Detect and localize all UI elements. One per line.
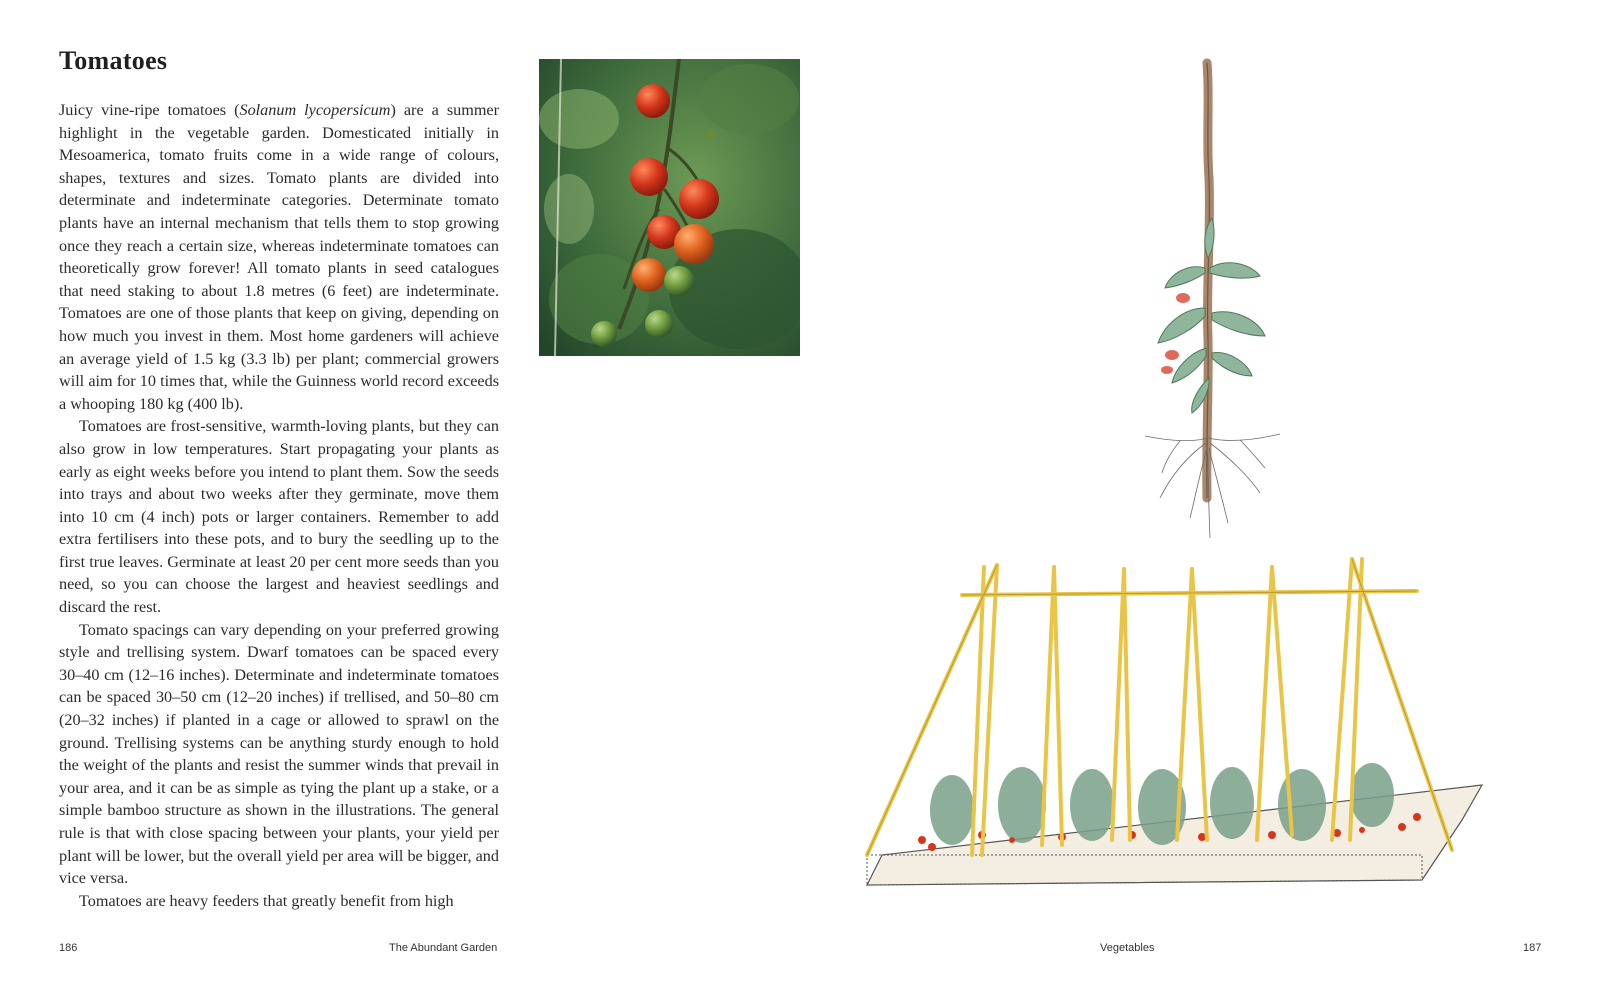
page-number-left: 186 bbox=[59, 942, 78, 954]
tomato-vine-photo bbox=[539, 59, 800, 356]
body-text bbox=[59, 99, 499, 912]
page-title: Tomatoes bbox=[59, 46, 168, 75]
scientific-name: Solanum lycopersicum bbox=[239, 101, 391, 119]
paragraph-1: Juicy vine-ripe tomatoes (Solanum lycopersicum) are a summer highlight in the vegetable garden. Domesticated initially in Mesoamerica, tomato fruits come in a wide range of colours, shapes, textures and sizes. Tomato plants are divided into determinate and indeterminate categories. Determinate tomato plants have an internal mechanism that tells them to stop growing once they reach a certain size, whereas indeterminate tomatoes can theoretically grow forever! All tomato plants in seed catalogues that need staking to about 1.8 metres (6 feet) are indeterminate. Tomatoes are one of those plants that keep on giving, depending on how much you invest in them. Most home gardeners will achieve an average yield of 1.5 kg (3.3 lb) per plant; commercial growers will aim for 10 times that, while the Guinness world record exceeds a whooping 180 kg (400 lb). bbox=[59, 101, 499, 413]
paragraph-2: Tomatoes are frost-sensitive, warmth-loving plants, but they can also grow in low temperatures. Start propagating your plants as early as eight weeks before you intend to plant them. Sow the seeds into trays and about two weeks after they germinate, move them into 10 cm (4 inch) pots or larger containers. Remember to add extra fertilisers into these pots, and to bury the seedling up to the first true leaves. Germinate at least 20 per cent more seeds than you need, so you can choose the largest and heaviest seedlings and discard the rest. bbox=[59, 417, 499, 617]
paragraph-4: Tomatoes are heavy feeders that greatly benefit from high bbox=[79, 891, 454, 910]
paragraph-3: Tomato spacings can vary depending on your preferred growing style and trellising system. Dwarf tomatoes can be spaced every 30–40 cm (12–16 inches). Determinate and indeterminate tomatoes can be spaced 30–50 cm (12–20 inches) if trellised, and 50–80 cm (20–32 inches) if planted in a cage or allowed to sprawl on the ground. Trellising systems can be anything sturdy enough to hold the weight of the plants and resist the summer winds that prevail in your area, and it can be as simple as tying the plant up a stake, or a simple bamboo structure as shown in the illustrations. The general rule is that with close spacing between your plants, your yield per plant will be lower, but the overall yield per area will be bigger, and vice versa. bbox=[59, 620, 499, 888]
bamboo-trellis-bed-illustration bbox=[862, 555, 1502, 900]
page-number-right: 187 bbox=[1523, 942, 1542, 954]
staked-tomato-illustration bbox=[1110, 58, 1310, 548]
section-title: Vegetables bbox=[1100, 942, 1155, 954]
book-title: The Abundant Garden bbox=[389, 942, 498, 954]
